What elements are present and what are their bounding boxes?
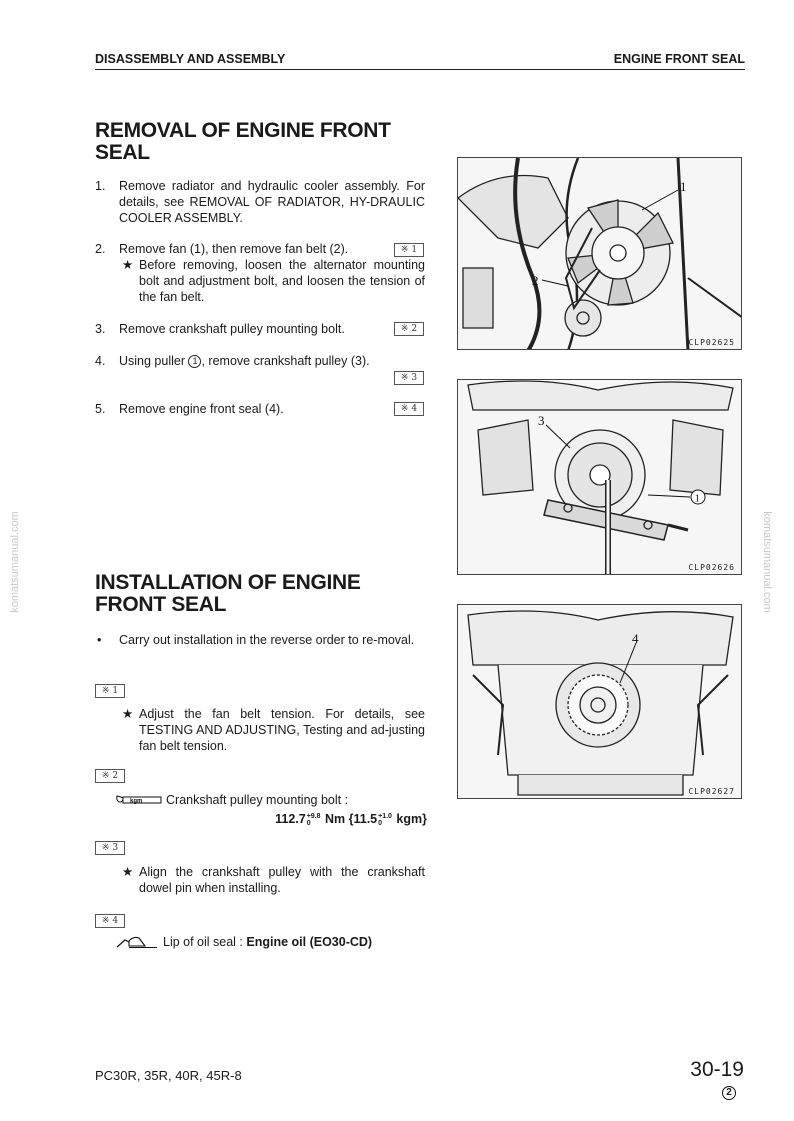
reference-mark-3-install[interactable]: ※ 3 bbox=[95, 841, 125, 855]
removal-step-1: 1. Remove radiator and hydraulic cooler assembly. For details, see REMOVAL OF RADIATOR, HY-DRAULIC COOLER ASSEMBLY. bbox=[95, 179, 425, 225]
installation-note-1: ★ Adjust the fan belt tension. For details, see TESTING AND ADJUSTING, Testing and ad-justing fan belt tension. bbox=[122, 707, 425, 753]
front-seal-illustration bbox=[458, 605, 742, 799]
installation-intro: • Carry out installation in the reverse order to re-moval. bbox=[97, 633, 415, 647]
reference-mark-1-install[interactable]: ※ 1 bbox=[95, 684, 125, 698]
lubricant-spec: Lip of oil seal : Engine oil (EO30-CD) bbox=[115, 935, 427, 953]
puller-illustration bbox=[458, 380, 742, 575]
star-icon: ★ bbox=[122, 865, 134, 879]
torque-wrench-icon bbox=[115, 793, 163, 811]
header-topic-title: ENGINE FRONT SEAL bbox=[613, 52, 745, 66]
star-icon: ★ bbox=[122, 707, 134, 721]
star-icon: ★ bbox=[122, 258, 134, 272]
svg-text:1: 1 bbox=[680, 179, 687, 194]
installation-heading: INSTALLATION OF ENGINE FRONT SEAL bbox=[95, 571, 361, 616]
figure-front-seal bbox=[457, 604, 742, 799]
removal-step-2-note: ★ Before removing, loosen the alternator mounting bolt and adjustment bolt, and loosen the tension of the fan belt. bbox=[122, 258, 425, 304]
svg-text:3: 3 bbox=[538, 413, 545, 428]
circled-number-1: 1 bbox=[188, 355, 201, 368]
reference-mark-3[interactable]: ※ 3 bbox=[394, 371, 424, 385]
svg-text:kgm: kgm bbox=[130, 798, 143, 805]
reference-mark-2[interactable]: ※ 2 bbox=[394, 322, 424, 336]
footer-model: PC30R, 35R, 40R, 45R-8 bbox=[95, 1068, 242, 1083]
figure-code: CLP02626 bbox=[688, 563, 735, 572]
reference-mark-4-install[interactable]: ※ 4 bbox=[95, 914, 125, 928]
header-section-title: DISASSEMBLY AND ASSEMBLY bbox=[95, 52, 286, 66]
page-number: 30-19 bbox=[690, 1058, 744, 1081]
svg-text:1: 1 bbox=[694, 492, 700, 505]
watermark-left: komatsumanual.com bbox=[8, 511, 21, 613]
watermark-right: komatsumanual.com bbox=[760, 511, 773, 613]
svg-text:2: 2 bbox=[532, 273, 539, 288]
svg-text:4: 4 bbox=[632, 631, 639, 646]
torque-value: 112.7 +9.8 0 Nm {11.5 +1.0 0 kgm} bbox=[275, 812, 427, 827]
installation-note-3: ★ Align the crankshaft pulley with the crankshaft dowel pin when installing. bbox=[122, 865, 425, 895]
bullet: • bbox=[97, 633, 102, 647]
reference-mark-2-install[interactable]: ※ 2 bbox=[95, 769, 125, 783]
reference-mark-1[interactable]: ※ 1 bbox=[394, 243, 424, 257]
removal-step-3: 3. Remove crankshaft pulley mounting bolt. bbox=[95, 322, 345, 336]
oil-can-icon bbox=[115, 935, 159, 953]
figure-puller bbox=[457, 379, 742, 575]
revision-mark: 2 bbox=[722, 1086, 736, 1100]
removal-step-2: 2. Remove fan (1), then remove fan belt (2). ★ Before removing, loosen the alternator mounting bolt and adjustment bolt, and loosen the tension of the fan belt. bbox=[95, 242, 425, 304]
removal-step-4: 4. Using puller 1 , remove crankshaft pulley (3). bbox=[95, 354, 370, 368]
reference-mark-4[interactable]: ※ 4 bbox=[394, 402, 424, 416]
figure-code: CLP02625 bbox=[688, 338, 735, 347]
page-header bbox=[95, 50, 745, 70]
figure-fan-removal bbox=[457, 157, 742, 350]
removal-step-5: 5. Remove engine front seal (4). bbox=[95, 402, 284, 416]
torque-spec: kgm Crankshaft pulley mounting bolt : 112.7 +9.8 0 Nm {11.5 +1.0 0 kgm} bbox=[115, 793, 427, 827]
figure-code: CLP02627 bbox=[688, 787, 735, 796]
removal-heading: REMOVAL OF ENGINE FRONT SEAL bbox=[95, 119, 391, 164]
fan-illustration bbox=[458, 158, 742, 350]
